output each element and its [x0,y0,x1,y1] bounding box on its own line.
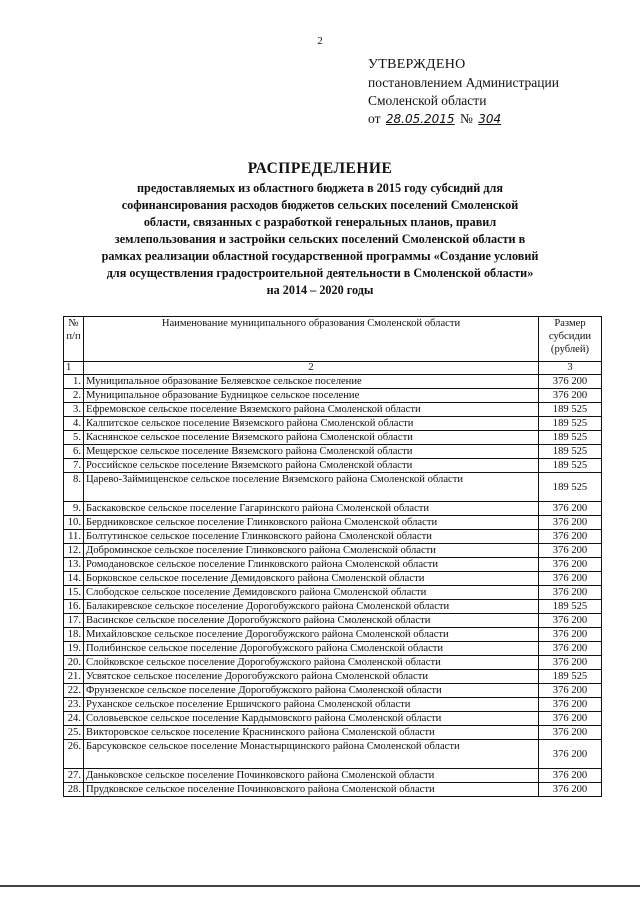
row-name: Усвятское сельское поселение Дорогобужского района Смоленской области [84,670,539,684]
row-amount: 376 200 [539,684,602,698]
row-number: 14. [64,572,84,586]
approval-date-line [368,110,559,128]
row-number: 23. [64,698,84,712]
row-name: Мещерское сельское поселение Вяземского района Смоленской области [84,445,539,459]
row-amount: 376 200 [539,628,602,642]
table-row [64,389,602,403]
row-number: 21. [64,670,84,684]
row-name: Балакиревское сельское поселение Дорогобужского района Смоленской области [84,600,539,614]
approval-word: УТВЕРЖДЕНО [368,57,466,72]
row-number: 6. [64,445,84,459]
index-cell: 1 [64,362,84,375]
table-body [64,362,602,797]
approval-stamp [368,56,559,128]
row-number: 3. [64,403,84,417]
row-amount: 376 200 [539,783,602,797]
row-number: 17. [64,614,84,628]
row-amount: 189 525 [539,417,602,431]
row-name: Слободское сельское поселение Демидовского района Смоленской области [84,586,539,600]
header-num: № п/п [64,317,84,362]
row-amount: 376 200 [539,712,602,726]
header-name: Наименование муниципального образования Смоленской области [84,317,539,362]
table-row [64,740,602,769]
row-amount: 376 200 [539,769,602,783]
row-amount: 376 200 [539,558,602,572]
table-header-row [64,317,602,362]
row-name: Фрунзенское сельское поселение Дорогобужского района Смоленской области [84,684,539,698]
row-name: Соловьевское сельское поселение Кардымовского района Смоленской области [84,712,539,726]
table-row [64,656,602,670]
row-name: Барсуковское сельское поселение Монастырщинского района Смоленской области [84,740,539,769]
row-name: Прудковское сельское поселение Починковского района Смоленской области [84,783,539,797]
row-amount: 189 525 [539,600,602,614]
table-row [64,502,602,516]
table-row [64,375,602,389]
row-number: 4. [64,417,84,431]
table-row [64,572,602,586]
row-name: Викторовское сельское поселение Краснинского района Смоленской области [84,726,539,740]
row-name: Ромодановское сельское поселение Глинковского района Смоленской области [84,558,539,572]
row-amount: 376 200 [539,740,602,769]
row-amount: 189 525 [539,403,602,417]
row-amount: 189 525 [539,473,602,502]
index-cell: 2 [84,362,539,375]
table-row [64,642,602,656]
approval-line-1: постановлением Администрации [368,75,559,90]
table-row [64,459,602,473]
row-number: 18. [64,628,84,642]
row-amount: 376 200 [539,614,602,628]
column-index-row [64,362,602,375]
table-row [64,600,602,614]
table-row [64,726,602,740]
row-amount: 376 200 [539,502,602,516]
row-number: 20. [64,656,84,670]
table-row [64,586,602,600]
row-name: Муниципальное образование Будницкое сельское поселение [84,389,539,403]
date-prefix: от [368,111,381,126]
row-name: Борковское сельское поселение Демидовского района Смоленской области [84,572,539,586]
row-number: 7. [64,459,84,473]
table-row [64,670,602,684]
row-number: 25. [64,726,84,740]
table-row [64,628,602,642]
row-name: Бердниковское сельское поселение Глинковского района Смоленской области [84,516,539,530]
row-amount: 376 200 [539,656,602,670]
row-name: Болтутинское сельское поселение Глинковского района Смоленской области [84,530,539,544]
row-amount: 376 200 [539,726,602,740]
approval-line-2: Смоленской области [368,93,487,108]
row-amount: 376 200 [539,375,602,389]
row-name: Васинское сельское поселение Дорогобужского района Смоленской области [84,614,539,628]
row-amount: 189 525 [539,445,602,459]
table-row [64,530,602,544]
row-number: 1. [64,375,84,389]
index-cell: 3 [539,362,602,375]
handwritten-date: 28.05.2015 [385,112,455,126]
number-label: № [459,111,473,126]
table-row [64,783,602,797]
row-amount: 189 525 [539,431,602,445]
subsidy-table [63,316,602,797]
row-name: Полибинское сельское поселение Дорогобужского района Смоленской области [84,642,539,656]
row-name: Муниципальное образование Беляевское сельское поселение [84,375,539,389]
table-row [64,445,602,459]
row-amount: 376 200 [539,698,602,712]
row-name: Российское сельское поселение Вяземского района Смоленской области [84,459,539,473]
table-row [64,684,602,698]
table-row [64,558,602,572]
table-row [64,769,602,783]
row-name: Даньковское сельское поселение Починковского района Смоленской области [84,769,539,783]
row-number: 13. [64,558,84,572]
table-row [64,403,602,417]
row-number: 24. [64,712,84,726]
table-row [64,417,602,431]
row-amount: 189 525 [539,670,602,684]
row-number: 8. [64,473,84,502]
row-number: 12. [64,544,84,558]
row-number: 11. [64,530,84,544]
row-amount: 376 200 [539,572,602,586]
row-amount: 376 200 [539,544,602,558]
row-number: 15. [64,586,84,600]
table-row [64,431,602,445]
table-row [64,614,602,628]
row-name: Каснянское сельское поселение Вяземского района Смоленской области [84,431,539,445]
scan-edge-divider [0,885,640,887]
handwritten-number: 304 [478,112,502,126]
row-number: 22. [64,684,84,698]
table-row [64,698,602,712]
row-number: 27. [64,769,84,783]
row-name: Руханское сельское поселение Ершичского района Смоленской области [84,698,539,712]
row-number: 2. [64,389,84,403]
table-row [64,712,602,726]
row-number: 5. [64,431,84,445]
row-amount: 376 200 [539,586,602,600]
row-amount: 189 525 [539,459,602,473]
row-amount: 376 200 [539,530,602,544]
row-amount: 376 200 [539,389,602,403]
row-number: 28. [64,783,84,797]
row-name: Царево-Займищенское сельское поселение Вяземского района Смоленской области [84,473,539,502]
table-row [64,544,602,558]
row-name: Баскаковское сельское поселение Гагаринского района Смоленской области [84,502,539,516]
row-number: 9. [64,502,84,516]
row-number: 16. [64,600,84,614]
row-name: Михайловское сельское поселение Дорогобужского района Смоленской области [84,628,539,642]
header-amount: Размер субсидии (рублей) [539,317,602,362]
row-name: Калпитское сельское поселение Вяземского района Смоленской области [84,417,539,431]
document-subtitle: предоставляемых из областного бюджета в 2015 году субсидий для софинансирования расходов бюджетов сельских поселений Смоленской области, связанных с разработкой генеральных планов, правил землепользования и застройки сельских поселений Смоленской области в рамках реализации областной государственной программы «Создание условий для осуществления градостроительной деятельности в Смоленской области» на 2014 – 2020 годы [101,181,539,297]
row-number: 26. [64,740,84,769]
row-name: Доброминское сельское поселение Глинковского района Смоленской области [84,544,539,558]
row-name: Слойковское сельское поселение Дорогобужского района Смоленской области [84,656,539,670]
page-number: 2 [317,35,323,47]
row-amount: 376 200 [539,516,602,530]
table-row [64,473,602,502]
row-amount: 376 200 [539,642,602,656]
row-number: 10. [64,516,84,530]
row-name: Ефремовское сельское поселение Вяземского района Смоленской области [84,403,539,417]
row-number: 19. [64,642,84,656]
table-row [64,516,602,530]
document-title: РАСПРЕДЕЛЕНИЕ [247,160,393,177]
